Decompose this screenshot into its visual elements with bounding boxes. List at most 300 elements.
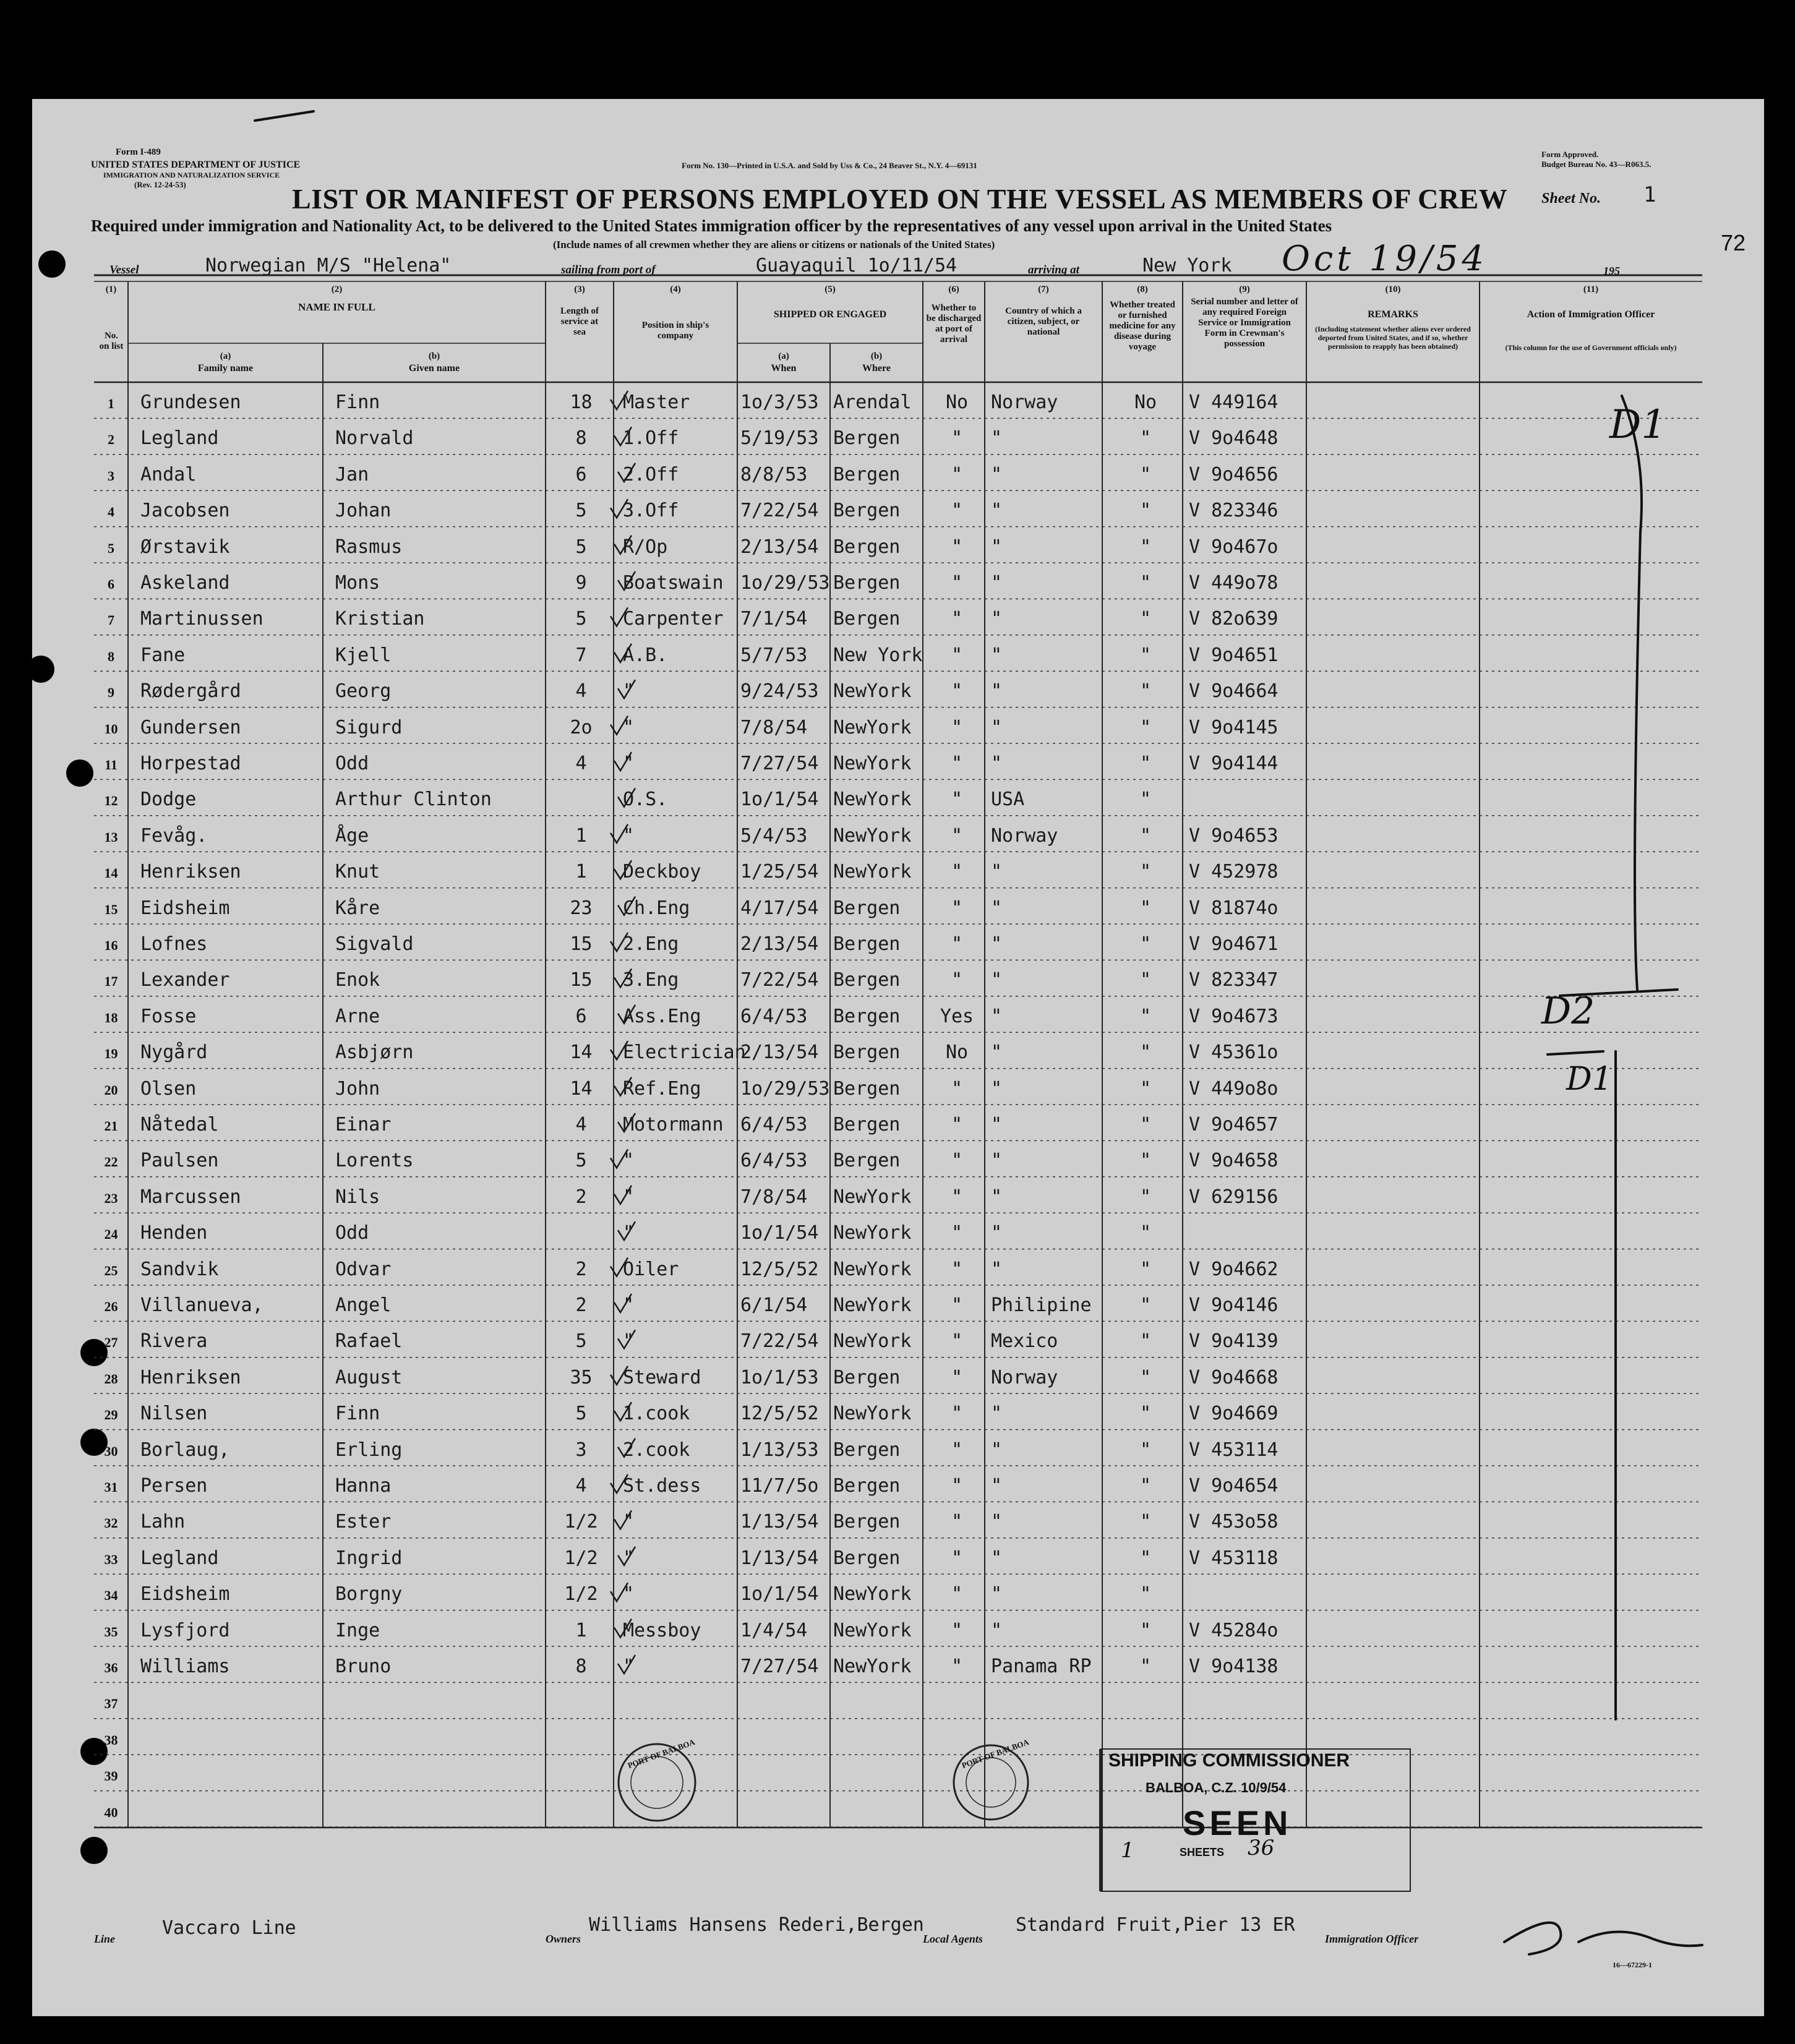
discharged-cell: " [951, 789, 963, 811]
medicine-cell [1108, 1794, 1183, 1829]
shipped-when-cell: 5/4/53 [740, 824, 808, 847]
family-name-cell: Williams [140, 1656, 230, 1677]
medicine-cell: " [1139, 463, 1152, 485]
family-name-cell: Nilsen [140, 1403, 208, 1425]
given-name-cell: Sigvald [335, 933, 414, 955]
discharged-cell: Yes [940, 1005, 974, 1027]
given-name-cell: Ester [335, 1511, 392, 1533]
country-cell: " [991, 1041, 1003, 1064]
country-cell: Norway [991, 391, 1058, 413]
family-name-cell: Paulsen [140, 1150, 219, 1172]
country-cell: Panama RP [991, 1656, 1092, 1677]
serial-cell: V 823346 [1189, 500, 1279, 522]
page-title: LIST OR MANIFEST OF PERSONS EMPLOYED ON THE VESSEL AS MEMBERS OF CREW [292, 183, 1508, 215]
sheet-number: 1 [1643, 182, 1656, 207]
shipped-where-cell: Bergen [833, 572, 901, 594]
serial-cell [1189, 1576, 1306, 1612]
table-row [32, 1032, 1764, 1068]
table-row [32, 1502, 1764, 1537]
country-cell: " [991, 1583, 1003, 1606]
position-cell: 3.Eng [623, 969, 679, 991]
sailing-label: sailing from port of [561, 263, 656, 276]
serial-cell: V 453118 [1189, 1547, 1279, 1569]
service-cell: 8 [575, 1656, 587, 1677]
family-name-cell: Martinussen [140, 608, 263, 630]
given-name-cell: Asbjørn [335, 1041, 414, 1064]
medicine-cell: " [1139, 1041, 1152, 1064]
approved-line-2: Budget Bureau No. 43—R063.5. [1541, 160, 1651, 169]
shipped-when-cell [740, 1757, 830, 1793]
serial-cell: V 9o4146 [1189, 1294, 1279, 1316]
table-row [32, 418, 1764, 454]
serial-cell: V 45361o [1189, 1041, 1279, 1064]
medicine-cell: " [1139, 1547, 1152, 1569]
medicine-cell: " [1139, 1005, 1152, 1027]
medicine-cell: " [1139, 1114, 1152, 1135]
service-cell: 23 [570, 897, 593, 919]
given-name-cell: Inge [335, 1619, 380, 1641]
table-row [32, 924, 1764, 960]
family-name-cell: Fane [140, 644, 186, 666]
country-cell: " [991, 1511, 1003, 1533]
position-cell: " [623, 1330, 635, 1353]
service-cell: 1 [575, 824, 587, 847]
shipped-when-cell: 2/13/54 [740, 1041, 819, 1064]
stamp-sheets-prefix: 1 [1121, 1838, 1134, 1863]
discharged-cell: " [951, 536, 963, 558]
serial-cell: V 9o4654 [1189, 1475, 1279, 1497]
family-name-cell [140, 1685, 320, 1721]
shipped-when-cell: 12/5/52 [740, 1403, 819, 1425]
shipped-when-cell: 7/27/54 [740, 753, 819, 774]
col-9-number: (9) [1239, 284, 1250, 294]
table-row [32, 888, 1764, 924]
given-name-cell: Nils [335, 1186, 380, 1208]
position-cell: O.S. [623, 789, 668, 811]
given-name-cell: Erling [335, 1439, 403, 1461]
discharged-cell [929, 1685, 985, 1721]
medicine-cell: " [1139, 1619, 1152, 1641]
given-name-cell: Bruno [335, 1656, 392, 1677]
serial-cell: V 629156 [1189, 1186, 1279, 1208]
table-row [32, 1393, 1764, 1429]
col-2b-header: Given name [408, 363, 460, 374]
medicine-cell: " [1139, 1511, 1152, 1533]
col-2b-number: (b) [428, 351, 440, 361]
discharged-cell: No [945, 1041, 969, 1064]
position-cell: " [623, 1150, 635, 1172]
table-row [32, 490, 1764, 526]
shipped-when-cell: 5/19/53 [740, 427, 819, 450]
discharged-cell: " [951, 753, 963, 774]
table-row [32, 816, 1764, 852]
table-row [32, 1105, 1764, 1140]
medicine-cell: " [1139, 608, 1152, 630]
row-number-cell: 1 [108, 396, 114, 411]
serial-cell [1189, 1685, 1306, 1721]
vessel-name: Norwegian M/S "Helena" [205, 255, 452, 276]
table-row [32, 1430, 1764, 1466]
row-number-cell: 24 [104, 1226, 118, 1242]
position-cell: " [623, 1511, 635, 1533]
row-number-cell: 22 [104, 1154, 118, 1170]
arriving-label: arriving at [1028, 263, 1079, 276]
shipped-where-cell: Bergen [833, 427, 901, 450]
row-number-cell: 33 [104, 1551, 118, 1567]
table-row [32, 1755, 1764, 1790]
service-cell: 5 [575, 608, 587, 630]
shipped-where-cell: Bergen [833, 897, 901, 919]
family-name-cell: Legland [140, 427, 219, 450]
discharged-cell: " [951, 463, 963, 485]
family-name-cell: Rivera [140, 1330, 208, 1353]
serial-cell: V 9o4658 [1189, 1150, 1279, 1172]
position-cell: " [623, 1583, 635, 1606]
row-number-cell: 36 [104, 1660, 118, 1675]
country-cell: " [991, 1077, 1003, 1100]
country-cell: " [991, 716, 1003, 738]
row-number-cell: 30 [104, 1443, 118, 1459]
approved-line-1: Form Approved. [1541, 150, 1599, 159]
medicine-cell: " [1139, 427, 1152, 450]
service-cell: 15 [570, 933, 593, 955]
medicine-cell: " [1139, 1583, 1152, 1606]
country-cell: " [991, 427, 1003, 450]
position-cell: R/Op [623, 536, 668, 558]
country-cell: " [991, 969, 1003, 991]
line-label: Line [94, 1933, 115, 1945]
service-cell: 2o [570, 716, 593, 738]
shipped-where-cell: NewYork [833, 1186, 912, 1208]
row-number-cell: 14 [104, 865, 118, 881]
serial-cell: V 9o4671 [1189, 933, 1279, 955]
row-number-cell: 3 [108, 468, 114, 484]
medicine-cell: " [1139, 1186, 1152, 1208]
table-row [32, 708, 1764, 743]
shipped-when-cell: 1/4/54 [740, 1619, 808, 1641]
shipped-where-cell: Bergen [833, 500, 901, 522]
row-number-cell: 21 [104, 1118, 118, 1134]
shipped-where-cell: NewYork [833, 789, 912, 811]
country-cell: " [991, 1439, 1003, 1461]
service-cell: 5 [575, 1330, 587, 1353]
row-number-cell: 2 [108, 432, 114, 448]
form-revision: (Rev. 12-24-53) [134, 180, 186, 189]
discharged-cell: " [951, 1475, 963, 1497]
medicine-cell: " [1139, 644, 1152, 666]
family-name-cell: Borlaug, [140, 1439, 230, 1461]
table-row [32, 1574, 1764, 1610]
shipped-when-cell: 7/22/54 [740, 969, 819, 991]
family-name-cell: Lexander [140, 969, 230, 991]
col-1-number: (1) [105, 284, 117, 294]
given-name-cell: Ingrid [335, 1547, 403, 1569]
shipped-where-cell: New York [833, 644, 923, 666]
given-name-cell: Johan [335, 500, 392, 522]
medicine-cell: " [1139, 1077, 1152, 1100]
medicine-cell: " [1139, 1330, 1152, 1353]
country-cell: " [991, 644, 1003, 666]
discharged-cell: " [951, 1186, 963, 1208]
serial-cell: V 452978 [1189, 861, 1279, 883]
col-11-header: Action of Immigration Officer [1527, 309, 1655, 320]
medicine-cell [1108, 1685, 1183, 1721]
col-11-number: (11) [1583, 284, 1599, 294]
discharged-cell: " [951, 427, 963, 450]
table-row [32, 1321, 1764, 1357]
discharged-cell: " [951, 1583, 963, 1606]
col-11-note: (This column for the use of Government officials only) [1505, 343, 1677, 352]
service-cell: 1 [575, 861, 587, 883]
medicine-cell: " [1139, 789, 1152, 811]
country-cell: " [991, 463, 1003, 485]
service-cell: 1/2 [564, 1547, 598, 1569]
row-number-cell: 25 [104, 1262, 118, 1278]
discharged-cell: " [951, 644, 963, 666]
shipped-when-cell [740, 1794, 830, 1829]
table-row [32, 996, 1764, 1032]
row-number-cell: 13 [104, 829, 118, 845]
position-cell: " [623, 1294, 635, 1316]
row-number-cell: 11 [105, 757, 118, 772]
family-name-cell: Olsen [140, 1077, 197, 1100]
shipped-when-cell: 5/7/53 [740, 644, 808, 666]
position-cell: A.B. [623, 644, 668, 666]
row-number-cell: 27 [104, 1335, 118, 1351]
given-name-cell [335, 1721, 542, 1757]
table-row [32, 671, 1764, 707]
service-cell: 2 [575, 1294, 587, 1316]
service-cell: 1/2 [564, 1583, 598, 1606]
country-cell: Norway [991, 1366, 1058, 1388]
family-name-cell: Lahn [140, 1511, 186, 1533]
position-cell [623, 1794, 737, 1829]
shipped-when-cell [740, 1721, 830, 1757]
medicine-cell: " [1139, 933, 1152, 955]
country-cell: " [991, 861, 1003, 883]
table-row [32, 635, 1764, 671]
col-3-number: (3) [574, 284, 585, 294]
table-row [32, 743, 1764, 779]
owners-value: Williams Hansens Rederi,Bergen [589, 1914, 924, 1936]
officer-mark: D1 [1566, 1061, 1613, 1098]
medicine-cell: " [1139, 1403, 1152, 1425]
country-cell: " [991, 1186, 1003, 1208]
shipped-where-cell: NewYork [833, 1330, 912, 1353]
row-number-cell: 34 [104, 1588, 118, 1604]
position-cell: " [623, 1186, 635, 1208]
discharged-cell: " [951, 500, 963, 522]
position-cell: Steward [623, 1366, 701, 1388]
medicine-cell: " [1139, 824, 1152, 847]
country-cell: " [991, 1005, 1003, 1027]
serial-cell: V 9o4669 [1189, 1403, 1279, 1425]
service-cell: 18 [570, 391, 593, 413]
discharged-cell: " [951, 716, 963, 738]
country-cell: " [991, 1547, 1003, 1569]
row-number-cell: 7 [108, 612, 114, 628]
given-name-cell: Norvald [335, 427, 414, 450]
medicine-cell: " [1139, 1475, 1152, 1497]
shipped-where-cell: Bergen [833, 1366, 901, 1388]
position-cell: " [623, 1222, 635, 1244]
service-cell: 4 [575, 753, 587, 774]
row-number-cell: 28 [104, 1371, 118, 1387]
given-name-cell: Rafael [335, 1330, 403, 1353]
agents-label: Local Agents [923, 1933, 983, 1945]
country-cell [991, 1794, 1102, 1829]
table-row [32, 382, 1764, 418]
col-10-note: (Including statement whether aliens ever ordered deported from United States, and if so, whether permission to reapply has been obtained) [1315, 325, 1471, 351]
shipped-when-cell: 1o/29/53 [740, 1077, 830, 1100]
table-row [32, 1177, 1764, 1213]
family-name-cell: Grundesen [140, 391, 241, 413]
shipped-when-cell: 1/13/53 [740, 1439, 819, 1461]
table-row [32, 1213, 1764, 1249]
discharged-cell: " [951, 1258, 963, 1280]
shipped-when-cell [740, 1685, 830, 1721]
col-10-header: REMARKS [1368, 309, 1418, 320]
given-name-cell: Kjell [335, 644, 392, 666]
service-cell: 5 [575, 536, 587, 558]
serial-cell [1189, 1215, 1306, 1251]
shipped-when-cell: 4/17/54 [740, 897, 819, 919]
country-cell: " [991, 1403, 1003, 1425]
shipped-when-cell: 1o/1/54 [740, 789, 819, 811]
form-subtitle: Required under immigration and Nationality Act, to be delivered to the United States immigration officer by the representatives of any vessel upon arrival in the United States [91, 216, 1332, 235]
country-cell: " [991, 1258, 1003, 1280]
port-stamp: PORT OF BALBOA [626, 1737, 696, 1771]
serial-cell: V 9o4656 [1189, 463, 1279, 485]
shipped-when-cell: 7/1/54 [740, 608, 808, 630]
shipped-where-cell [833, 1757, 923, 1793]
position-cell: " [623, 680, 635, 703]
serial-cell: V 9o4664 [1189, 680, 1279, 703]
medicine-cell: " [1139, 897, 1152, 919]
serial-cell: V 9o4139 [1189, 1330, 1279, 1353]
given-name-cell: Arthur Clinton [335, 789, 492, 811]
discharged-cell: No [945, 391, 969, 413]
shipped-where-cell: Bergen [833, 1547, 901, 1569]
country-cell: " [991, 1475, 1003, 1497]
officer-label: Immigration Officer [1325, 1933, 1419, 1945]
shipped-when-cell: 1o/1/53 [740, 1366, 819, 1388]
shipped-where-cell: Bergen [833, 1114, 901, 1135]
row-number-cell: 32 [104, 1515, 118, 1531]
shipped-where-cell: NewYork [833, 1656, 912, 1677]
shipped-where-cell: NewYork [833, 824, 912, 847]
col-5b-number: (b) [870, 351, 883, 361]
shipped-where-cell: NewYork [833, 1403, 912, 1425]
row-number-cell: 12 [104, 793, 118, 809]
country-cell: " [991, 753, 1003, 774]
country-cell: " [991, 1222, 1003, 1244]
port-stamp: PORT OF BALBOA [960, 1737, 1030, 1771]
given-name-cell: John [335, 1077, 380, 1100]
serial-cell: V 9o4673 [1189, 1005, 1279, 1027]
given-name-cell [335, 1794, 542, 1829]
given-name-cell: Angel [335, 1294, 392, 1316]
row-number-cell: 29 [104, 1407, 118, 1423]
service-cell: 14 [570, 1077, 593, 1100]
col-9-header: Serial number and letter of any required Foreign Service or Immigration Form in Crewman's possession [1191, 297, 1298, 349]
table-row [32, 1538, 1764, 1574]
position-cell: 1.Off [623, 427, 679, 450]
table-row [32, 455, 1764, 490]
shipped-where-cell [833, 1685, 923, 1721]
country-cell: " [991, 680, 1003, 703]
row-number-cell: 16 [104, 938, 118, 953]
serial-cell [1189, 782, 1306, 818]
officer-mark: D1 [1609, 402, 1667, 448]
service-cell: 3 [575, 1439, 587, 1461]
shipped-when-cell: 1/13/54 [740, 1511, 819, 1533]
service-cell: 35 [570, 1366, 593, 1388]
service-cell [552, 1757, 610, 1793]
discharged-cell: " [951, 1656, 963, 1677]
family-name-cell: Ørstavik [140, 536, 230, 558]
shipped-where-cell: NewYork [833, 1294, 912, 1316]
medicine-cell: " [1139, 536, 1152, 558]
table-row [32, 1719, 1764, 1755]
officer-mark: D2 [1541, 990, 1595, 1033]
given-name-cell [335, 1757, 542, 1793]
row-number-cell: 18 [104, 1009, 118, 1025]
table-row [32, 1285, 1764, 1321]
shipped-where-cell: Bergen [833, 1439, 901, 1461]
row-number-cell: 4 [108, 504, 114, 520]
country-cell: USA [991, 789, 1025, 811]
position-cell: 2.cook [623, 1439, 690, 1461]
shipped-when-cell: 1o/3/53 [740, 391, 819, 413]
service-cell: 6 [575, 1005, 587, 1027]
shipped-when-cell: 1/25/54 [740, 861, 819, 883]
family-name-cell: Fosse [140, 1005, 197, 1027]
service-cell: 2 [575, 1186, 587, 1208]
discharged-cell: " [951, 1547, 963, 1569]
position-cell: 1.cook [623, 1403, 690, 1425]
family-name-cell: Henriksen [140, 861, 241, 883]
col-5-number: (5) [825, 284, 836, 294]
shipped-where-cell: NewYork [833, 1258, 912, 1280]
row-number-cell: 31 [104, 1479, 118, 1495]
discharged-cell: " [951, 1619, 963, 1641]
discharged-cell: " [951, 933, 963, 955]
shipped-when-cell: 6/4/53 [740, 1114, 808, 1135]
col-4-number: (4) [670, 284, 681, 294]
family-name-cell [140, 1721, 320, 1757]
position-cell: " [623, 1547, 635, 1569]
serial-cell: V 9o4145 [1189, 716, 1279, 738]
position-cell: Motormann [623, 1114, 724, 1135]
col-5a-header: When [771, 363, 797, 374]
stamp-seen: SEEN [1183, 1803, 1292, 1842]
serial-cell: V 9o4651 [1189, 644, 1279, 666]
shipped-where-cell: Bergen [833, 1475, 901, 1497]
shipped-where-cell: Bergen [833, 608, 901, 630]
col-8-number: (8) [1137, 284, 1148, 294]
service-cell [552, 1794, 610, 1829]
service-cell [552, 1721, 610, 1757]
discharged-cell: " [951, 1150, 963, 1172]
position-cell: Oiler [623, 1258, 679, 1280]
position-cell: Ref.Eng [623, 1077, 701, 1100]
table-row [32, 1069, 1764, 1105]
position-cell: Ass.Eng [623, 1005, 701, 1027]
col-5b-header: Where [862, 363, 891, 374]
family-name-cell: Marcussen [140, 1186, 241, 1208]
agency-line-1: UNITED STATES DEPARTMENT OF JUSTICE [91, 160, 301, 170]
